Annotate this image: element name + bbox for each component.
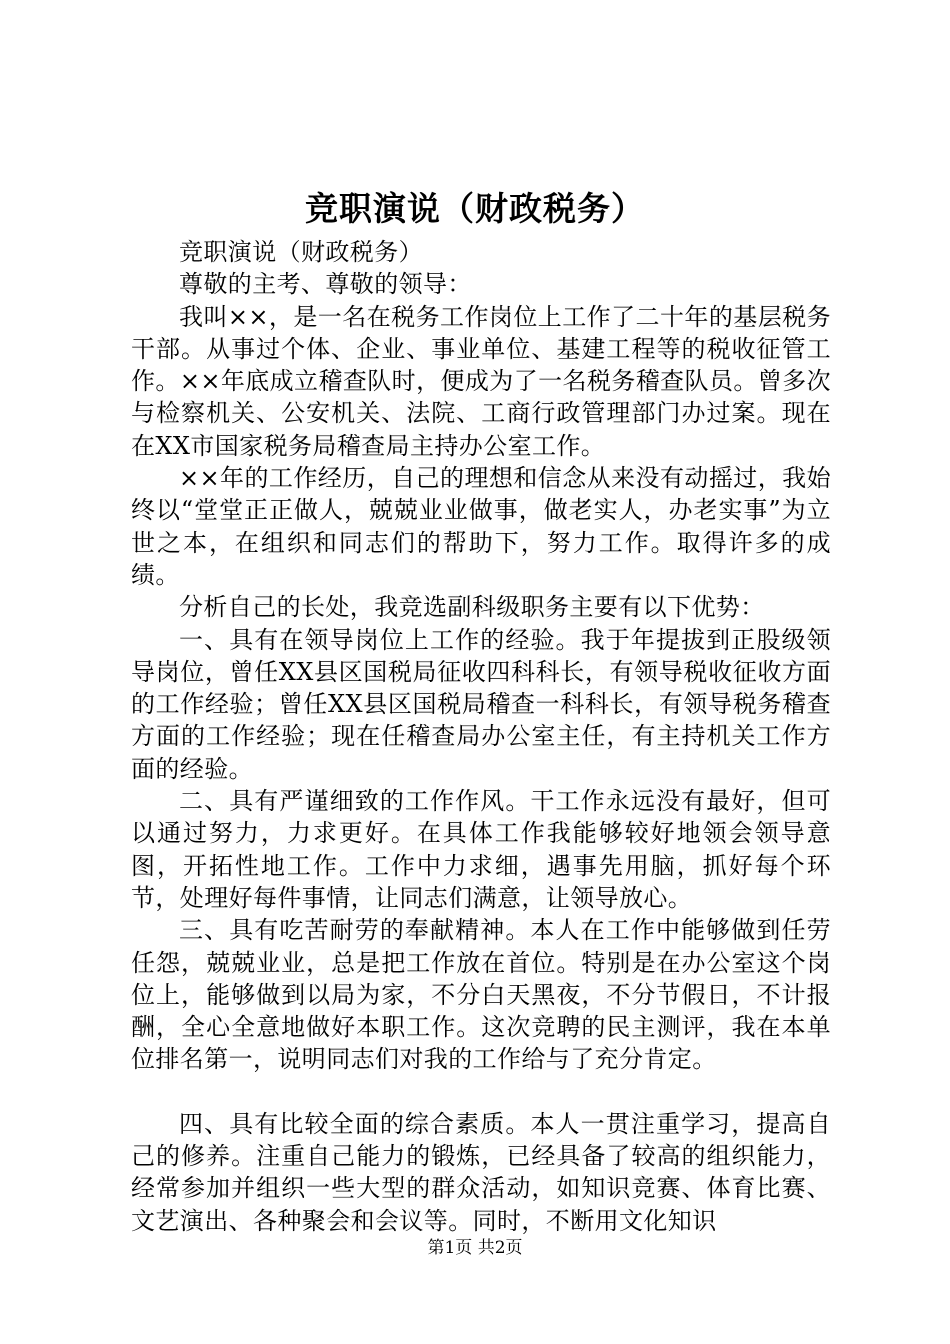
paragraph-strengths-intro: 分析自己的长处，我竞选副科级职务主要有以下优势：: [179, 593, 765, 622]
document-body: [131, 236, 831, 1237]
paragraph-introduction: 我叫××，是一名在税务工作岗位上工作了二十年的基层税务干部。从事过个体、企业、事业单位、基建工程等的税收征管工作。××年底成立稽查队时，便成为了一名税务稽查队员。曾多次与检察机关、公安机关、法院、工商行政管理部门办过案。现在在XX市国家税务局稽查局主持办公室工作。: [131, 302, 831, 460]
paragraph-strength-2: 二、具有严谨细致的工作作风。干工作永远没有最好，但可以通过努力，力求更好。在具体工作我能够较好地领会领导意图，开拓性地工作。工作中力求细，遇事先用脑，抓好每个环节，处理好每件事情，让同志们满意，让领导放心。: [131, 787, 831, 912]
document-title: 竞职演说（财政税务）: [305, 189, 645, 228]
paragraph-beliefs: ××年的工作经历，自己的理想和信念从来没有动摇过，我始终以“堂堂正正做人，兢兢业业做事，做老实人，办老实事”为立世之本，在组织和同志们的帮助下，努力工作。取得许多的成绩。: [131, 464, 831, 589]
paragraph-strength-1: 一、具有在领导岗位上工作的经验。我于年提拔到正股级领导岗位，曾任XX县区国税局征收四科科长，有领导税收征收方面的工作经验；曾任XX县区国税局稽查一科科长，有领导税务稽查方面的工作经验；现在任稽查局办公室主任，有主持机关工作方面的经验。: [131, 625, 831, 783]
paragraph-strength-3: 三、具有吃苦耐劳的奉献精神。本人在工作中能够做到任劳任怨，兢兢业业，总是把工作放在首位。特别是在办公室这个岗位上，能够做到以局为家，不分白天黑夜，不分节假日，不计报酬，全心全意地做好本职工作。这次竞聘的民主测评，我在本单位排名第一，说明同志们对我的工作给与了充分肯定。: [131, 916, 831, 1074]
paragraph-subtitle: 竞职演说（财政税务）: [179, 238, 423, 266]
page-footer: 第1页 共2页: [427, 1238, 523, 1258]
paragraph-spacer: [131, 1076, 831, 1108]
paragraph-salutation: 尊敬的主考、尊敬的领导：: [179, 270, 472, 299]
paragraph-strength-4: 四、具有比较全面的综合素质。本人一贯注重学习，提高自己的修养。注重自己能力的锻炼，已经具备了较高的组织能力，经常参加并组织一些大型的群众活动，如知识竞赛、体育比赛、文艺演出、各种聚会和会议等。同时，不断用文化知识: [131, 1109, 831, 1235]
